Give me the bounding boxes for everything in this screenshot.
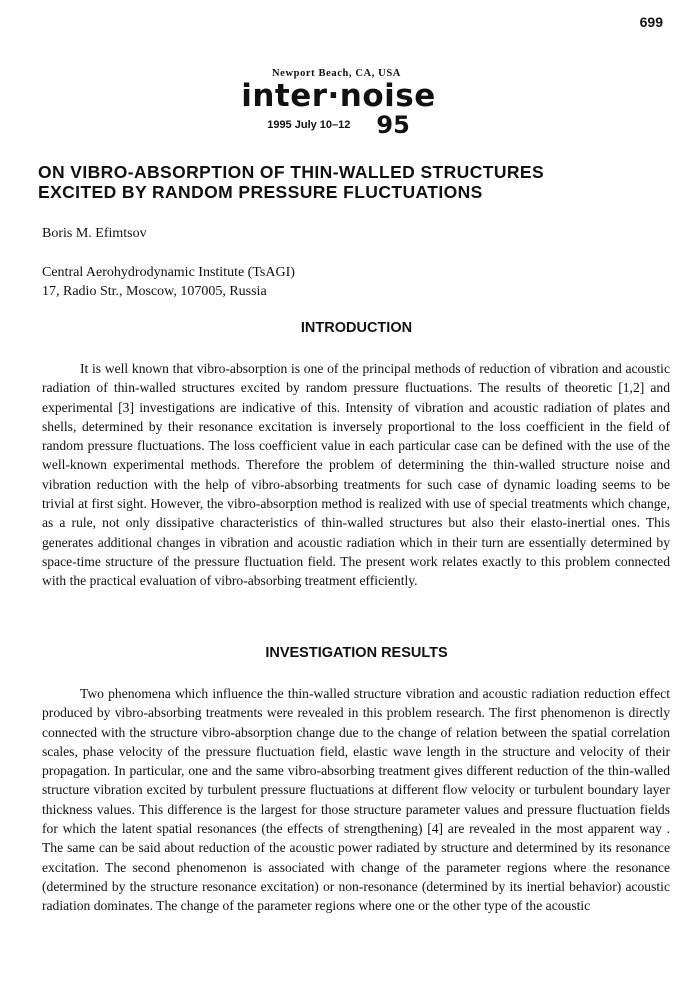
- results-paragraph: [42, 684, 670, 916]
- conference-year-mark: 95: [376, 111, 410, 139]
- page-number: 699: [639, 14, 663, 30]
- conference-date-line: [0, 111, 685, 139]
- paper-title: [38, 162, 658, 202]
- conference-date: 1995 July 10–12: [267, 119, 351, 131]
- title-line-1: ON VIBRO-ABSORPTION OF THIN-WALLED STRUCTURES: [38, 162, 545, 182]
- conference-logo: inter·noise: [241, 78, 436, 114]
- affiliation-line-2: 17, Radio Str., Moscow, 107005, Russia: [42, 284, 267, 299]
- affiliation-line-1: Central Aerohydrodynamic Institute (TsAGI): [42, 265, 295, 280]
- results-heading: INVESTIGATION RESULTS: [265, 645, 448, 661]
- title-line-2: EXCITED BY RANDOM PRESSURE FLUCTUATIONS: [38, 182, 483, 202]
- conference-header: [0, 68, 693, 139]
- conference-location: Newport Beach, CA, USA: [272, 68, 401, 79]
- author: Boris M. Efimtsov: [42, 226, 147, 241]
- introduction-heading: INTRODUCTION: [300, 320, 413, 336]
- affiliation: [42, 263, 295, 301]
- introduction-text: It is well known that vibro-absorption is one of the principal methods of reduction of vibration and acoustic radiation of thin-walled structures excited by random pressure fluctuations. The results of theoretic [1,2] and experimental [3] investigations are indicative of this. Intensity of vibration and acoustic radiation of plates and shells, determined by their resonance excitation is inversely proportional to the loss coefficient in the field of random pressure fluctuations. The loss coefficient value in each particular case can be defined with the use of the well-known experimental methods. Therefore the problem of determining the thin-walled structure noise and vibration reduction with the help of vibro-absorbing treatments for such case of dynamic loading seems to be trivial at first sight. However, the vibro-absorption method is realized with use of special treatments which change, as a rule, not only dissipative characteristics of thin-walled structures but also their elasto-inertial ones. This generates additional changes in vibration and acoustic radiation which in their turn are essentially determined by space-time structure of the pressure fluctuation field. The present work relates exactly to this problem connected with the practical evaluation of vibro-absorbing treatment efficiently.: [42, 361, 670, 589]
- introduction-paragraph: [42, 359, 670, 591]
- results-text: Two phenomena which influence the thin-walled structure vibration and acoustic radiation reduction effect produced by vibro-absorbing treatments were revealed in this problem research. The first phenomenon is directly connected with the structure vibro-absorption change due to the change of relation between the spatial correlation scales, phase velocity of the pressure fluctuation field, elastic wave length in the structure and velocity of their propagation. In particular, one and the same vibro-absorbing treatment gives different reduction of the thin-walled structure vibration excited by turbulent pressure fluctuations at different flow velocity or turbulent boundary layer thickness values. This difference is the largest for those structure parameter values and pressure fluctuation fields for which the latent spatial resonances (the effects of strengthening) [4] are revealed in the most apparent way . The same can be said about reduction of the acoustic power radiated by structure and determined by its resonance excitation. The second phenomenon is associated with change of the parameter regions where the resonance (determined by the structure resonance excitation) or non-resonance (determined by its inertial behavior) acoustic radiation dominates. The change of the parameter regions where one or the other type of the acoustic: [42, 686, 670, 914]
